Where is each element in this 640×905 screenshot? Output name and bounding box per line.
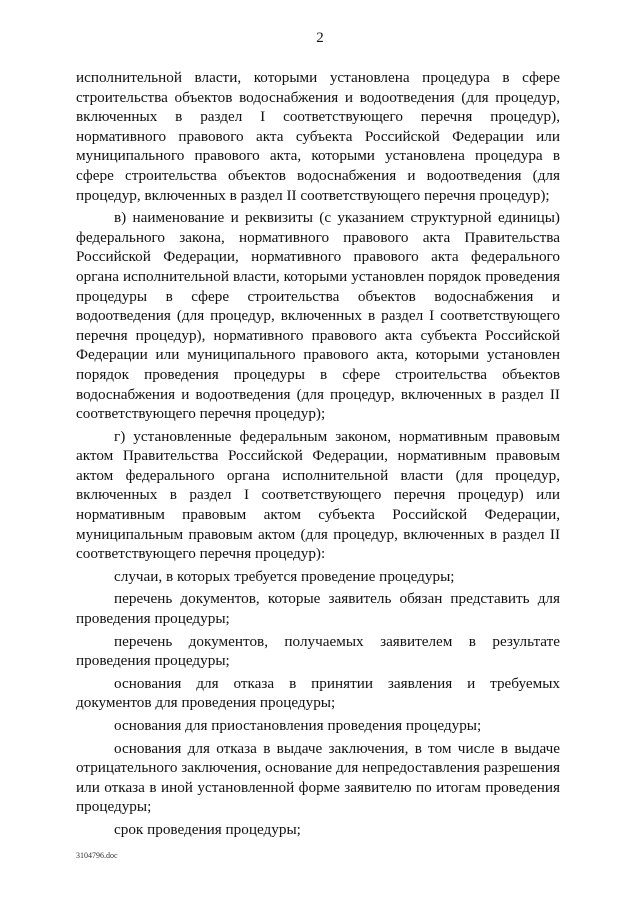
list-item-duration: срок проведения процедуры; <box>114 820 301 838</box>
footer-file-name: 3104796.doc <box>76 851 118 860</box>
list-item-documents-submit: перечень документов, которые заявитель обязан представить для проведения процедуры; <box>76 590 560 628</box>
document-body <box>76 68 560 840</box>
paragraph-continuation: исполнительной власти, которыми установлена процедура в сфере строительства объектов водоснабжения и водоотведения (для процедур, включенных в раздел I соответствующего перечня процедур), нормативного правового акта субъекта Российской Федерации или муниципального правового акта, которыми установлена процедура в сфере строительства объектов водоснабжения и водоотведения (для процедур, включенных в раздел II соответствующего перечня процедур); <box>76 69 560 204</box>
list-item-cases: случаи, в которых требуется проведение процедуры; <box>114 567 455 585</box>
paragraph-item-g: г) установленные федеральным законом, нормативным правовым актом Правительства Российской Федерации, нормативным правовым актом федерального органа исполнительной власти (для процедур, включенных в раздел I соответствующего перечня процедур) или нормативным правовым актом субъекта Российской Федерации, муниципальным правовым актом (для процедур, включенных в раздел II соответствующего перечня процедур): <box>76 427 560 563</box>
list-item-suspension-grounds: основания для приостановления проведения процедуры; <box>114 717 482 734</box>
list-item-conclusion-refusal: основания для отказа в выдаче заключения, в том числе в выдаче отрицательного заключения, основание для непредоставления разрешения или отказа в иной установленной форме заявителю по итогам проведения процедуры; <box>76 739 560 816</box>
list-item-refusal-grounds: основания для отказа в принятии заявления и требуемых документов для проведения процедуры; <box>76 674 560 712</box>
list-item-documents-received: перечень документов, получаемых заявителем в результате проведения процедуры; <box>76 632 560 670</box>
paragraph-item-v: в) наименование и реквизиты (с указанием структурной единицы) федерального закона, нормативного правового акта Правительства Российской Федерации, нормативного правового акта федерального органа исполнительной власти, которыми установлен порядок проведения процедуры в сфере строительства объектов водоснабжения и водоотведения (для процедур, включенных в раздел I соответствующего перечня процедур), нормативного правового акта субъекта Российской Федерации или муниципального правового акта, которыми установлен порядок проведения процедуры в сфере строительства объектов водоснабжения и водоотведения (для процедур, включенных в раздел II соответствующего перечня процедур); <box>76 209 560 423</box>
page-number: 2 <box>316 30 324 46</box>
